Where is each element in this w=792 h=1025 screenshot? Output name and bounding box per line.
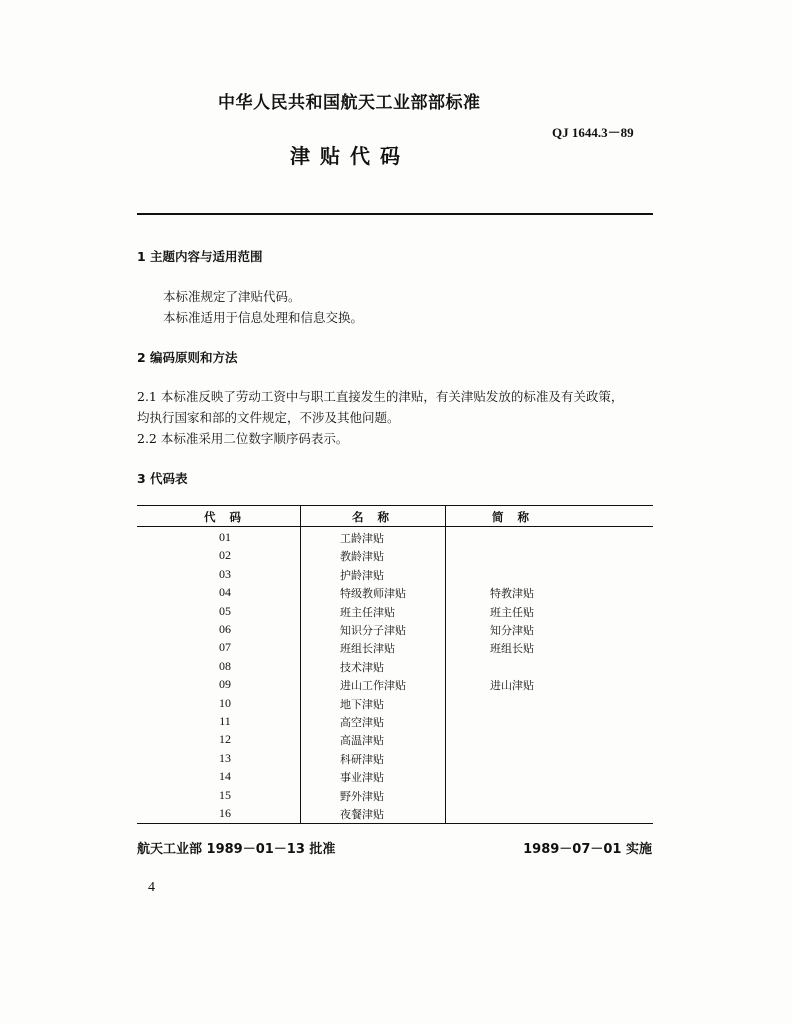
table-top-rule xyxy=(137,505,653,506)
cell-name: 高温津贴 xyxy=(340,734,384,748)
cell-abbr: 特教津贴 xyxy=(490,587,534,601)
cell-code: 15 xyxy=(219,787,231,802)
cell-name: 特级教师津贴 xyxy=(340,587,406,601)
issuing-organization: 中华人民共和国航天工业部部标准 xyxy=(218,93,481,113)
table-header-abbr: 简称 xyxy=(492,510,543,524)
cell-code: 05 xyxy=(219,603,231,618)
section-2-para-2: 均执行国家和部的文件规定，不涉及其他问题。 xyxy=(137,410,400,425)
cell-name: 工龄津贴 xyxy=(340,532,384,545)
cell-name: 班组长津贴 xyxy=(340,642,395,656)
cell-name: 事业津贴 xyxy=(340,771,384,785)
page-title: 津贴代码 xyxy=(290,144,410,168)
cell-code: 02 xyxy=(219,548,231,563)
cell-code: 11 xyxy=(219,714,231,728)
cell-code: 01 xyxy=(219,530,231,544)
cell-code: 16 xyxy=(219,806,231,820)
section-2-para-1: 2.1 本标准反映了劳动工资中与职工直接发生的津贴，有关津贴发放的标准及有关政策， xyxy=(137,389,624,404)
approval-date: 航天工业部 1989－01－13 批准 xyxy=(137,842,336,857)
cell-code: 03 xyxy=(219,566,231,581)
section-1-heading: 1 主题内容与适用范围 xyxy=(137,249,263,264)
cell-name: 知识分子津贴 xyxy=(340,624,406,637)
table-header-name: 名称 xyxy=(352,510,403,524)
cell-code: 07 xyxy=(219,640,231,655)
table-column-divider xyxy=(300,505,301,823)
cell-code: 09 xyxy=(219,677,231,692)
section-1-para-1: 本标准规定了津贴代码。 xyxy=(163,289,301,304)
section-3-heading: 3 代码表 xyxy=(137,471,188,486)
cell-code: 14 xyxy=(219,769,231,784)
effective-date: 1989－07－01 实施 xyxy=(523,842,652,857)
cell-code: 12 xyxy=(219,732,231,747)
header-rule xyxy=(137,213,653,215)
cell-name: 进山工作津贴 xyxy=(340,679,406,693)
cell-name: 野外津贴 xyxy=(340,789,384,803)
cell-name: 夜餐津贴 xyxy=(340,808,384,821)
table-header-rule xyxy=(137,526,653,527)
page-number: 4 xyxy=(148,880,155,895)
cell-abbr: 班组长贴 xyxy=(490,642,534,656)
cell-name: 教龄津贴 xyxy=(340,550,384,564)
cell-abbr: 进山津贴 xyxy=(490,679,534,693)
cell-code: 08 xyxy=(219,658,231,673)
cell-code: 04 xyxy=(219,585,231,600)
cell-code: 13 xyxy=(219,750,231,765)
standard-code: QJ 1644.3－89 xyxy=(552,125,634,140)
cell-name: 护龄津贴 xyxy=(340,568,384,582)
cell-name: 地下津贴 xyxy=(340,697,384,711)
section-2-para-3: 2.2 本标准采用二位数字顺序码表示。 xyxy=(137,431,349,446)
cell-code: 06 xyxy=(219,622,231,636)
cell-name: 科研津贴 xyxy=(340,752,384,766)
cell-code: 10 xyxy=(219,695,231,710)
cell-abbr: 班主任贴 xyxy=(490,605,534,619)
cell-name: 班主任津贴 xyxy=(340,605,395,619)
cell-name: 技术津贴 xyxy=(340,660,384,674)
table-column-divider xyxy=(445,505,446,823)
section-1-para-2: 本标准适用于信息处理和信息交换。 xyxy=(163,310,364,325)
table-header-code: 代码 xyxy=(204,510,255,524)
table-bottom-rule xyxy=(137,823,653,824)
section-2-heading: 2 编码原则和方法 xyxy=(137,350,238,365)
cell-name: 高空津贴 xyxy=(340,716,384,729)
cell-abbr: 知分津贴 xyxy=(490,624,534,637)
